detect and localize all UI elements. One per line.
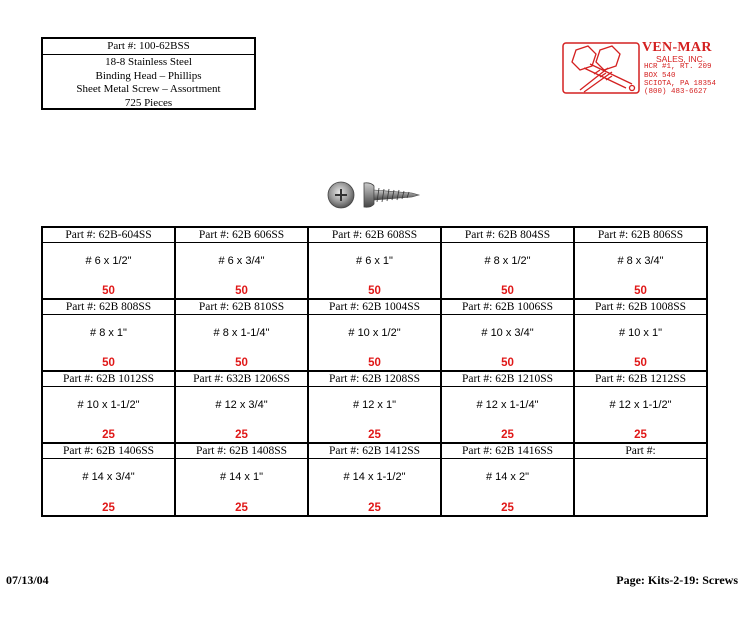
screw-size: # 12 x 1-1/4" <box>476 399 539 411</box>
quantity: 50 <box>501 357 514 369</box>
screw-size: # 12 x 3/4" <box>215 399 268 411</box>
quantity: 50 <box>235 285 248 297</box>
table-row <box>42 227 707 299</box>
part-number: Part #: 62B 1008SS <box>575 300 706 315</box>
part-number: Part #: 62B 810SS <box>176 300 307 315</box>
part-cell <box>574 227 707 299</box>
kit-description <box>43 55 254 110</box>
part-cell <box>308 371 441 443</box>
screw-size: # 14 x 1-1/2" <box>343 471 406 483</box>
part-number: Part #: 62B 804SS <box>442 228 573 243</box>
quantity: 50 <box>501 285 514 297</box>
part-cell-body <box>43 459 174 515</box>
part-cell <box>42 299 175 371</box>
part-cell-body <box>575 387 706 442</box>
table-row <box>42 299 707 371</box>
quantity: 25 <box>102 429 115 441</box>
part-cell-body <box>309 459 440 515</box>
part-cell-body <box>176 387 307 442</box>
part-cell-body <box>309 387 440 442</box>
quantity: 50 <box>235 357 248 369</box>
screw-size: # 6 x 3/4" <box>218 255 265 267</box>
part-cell-body <box>575 243 706 298</box>
part-cell-body <box>176 243 307 298</box>
company-address-line: HCR #1, RT. 209 <box>644 63 712 71</box>
screw-size: # 10 x 1/2" <box>348 327 401 339</box>
screw-size: # 8 x 1/2" <box>484 255 531 267</box>
part-cell-body <box>442 459 573 515</box>
part-cell <box>441 299 574 371</box>
screw-size: # 12 x 1" <box>352 399 397 411</box>
part-number: Part #: 62B-604SS <box>43 228 174 243</box>
part-number: Part #: 62B 1408SS <box>176 444 307 459</box>
part-number: Part #: 62B 1004SS <box>309 300 440 315</box>
part-cell-body <box>43 387 174 442</box>
kit-description-line: 725 Pieces <box>124 96 173 109</box>
quantity: 25 <box>501 429 514 441</box>
screw-size: # 10 x 1" <box>618 327 663 339</box>
part-number: Part #: 62B 808SS <box>43 300 174 315</box>
company-address-line: SCIOTA, PA 18354 <box>644 80 717 88</box>
part-cell-body <box>309 315 440 370</box>
part-number: Part #: 62B 606SS <box>176 228 307 243</box>
screw-size: # 12 x 1-1/2" <box>609 399 672 411</box>
part-cell-body <box>575 315 706 370</box>
part-number: Part #: 62B 1212SS <box>575 372 706 387</box>
part-cell-body <box>43 315 174 370</box>
screw-size: # 14 x 3/4" <box>82 471 135 483</box>
quantity: 50 <box>368 285 381 297</box>
screw-size: # 8 x 3/4" <box>617 255 664 267</box>
quantity: 50 <box>634 357 647 369</box>
screw-size: # 14 x 1" <box>219 471 264 483</box>
kit-description-line: 18-8 Stainless Steel <box>105 56 192 68</box>
company-name: VEN-MAR <box>642 40 712 55</box>
screw-icon <box>327 178 422 212</box>
table-row <box>42 371 707 443</box>
footer-page-label: Page: Kits-2-19: Screws <box>616 573 738 587</box>
part-number: Part #: 62B 608SS <box>309 228 440 243</box>
quantity: 25 <box>368 502 381 514</box>
screw-size: # 6 x 1" <box>356 255 393 267</box>
assortment-table-body <box>42 227 707 516</box>
part-cell-body <box>442 387 573 442</box>
part-cell <box>175 227 308 299</box>
screw-size: # 14 x 2" <box>485 471 530 483</box>
footer-date: 07/13/04 <box>6 573 49 587</box>
company-subname: SALES, INC. <box>656 54 706 64</box>
screw-size: # 10 x 1-1/2" <box>77 399 140 411</box>
table-row <box>42 443 707 516</box>
kit-part-number: Part #: 100-62BSS <box>43 39 254 55</box>
quantity: 50 <box>102 357 115 369</box>
part-number: Part #: 62B 1012SS <box>43 372 174 387</box>
quantity: 50 <box>634 285 647 297</box>
part-cell <box>441 443 574 516</box>
quantity: 25 <box>235 429 248 441</box>
part-cell <box>42 227 175 299</box>
part-cell <box>175 371 308 443</box>
part-cell <box>175 299 308 371</box>
part-number: Part #: 62B 1412SS <box>309 444 440 459</box>
part-number: Part #: 62B 1006SS <box>442 300 573 315</box>
part-cell-body <box>442 315 573 370</box>
part-number: Part #: <box>575 444 706 459</box>
kit-description-line: Sheet Metal Screw – Assortment <box>76 83 221 95</box>
part-cell-body <box>176 315 307 370</box>
bolt-logo-icon <box>560 40 642 96</box>
part-cell <box>42 443 175 516</box>
quantity: 25 <box>368 429 381 441</box>
part-cell <box>441 227 574 299</box>
part-cell <box>175 443 308 516</box>
part-cell-body <box>176 459 307 515</box>
screw-size: # 6 x 1/2" <box>85 255 132 267</box>
part-cell <box>42 371 175 443</box>
part-number: Part #: 62B 806SS <box>575 228 706 243</box>
part-number: Part #: 62B 1208SS <box>309 372 440 387</box>
part-cell <box>441 371 574 443</box>
quantity: 25 <box>634 429 647 441</box>
screw-size: # 10 x 3/4" <box>481 327 534 339</box>
part-number: Part #: 632B 1206SS <box>176 372 307 387</box>
part-cell-body <box>442 243 573 298</box>
screw-size: # 8 x 1" <box>90 327 127 339</box>
part-cell <box>574 443 707 516</box>
screw-photo <box>327 178 422 212</box>
quantity: 50 <box>102 285 115 297</box>
part-cell <box>574 371 707 443</box>
company-phone: (800) 483-6627 <box>644 88 708 96</box>
part-cell <box>308 299 441 371</box>
kit-description-line: Binding Head – Phillips <box>95 69 202 82</box>
screw-assortment-table <box>41 226 708 517</box>
quantity: 50 <box>368 357 381 369</box>
part-cell <box>308 227 441 299</box>
quantity: 25 <box>501 502 514 514</box>
screw-size: # 8 x 1-1/4" <box>213 327 270 339</box>
venmar-logo <box>560 40 740 100</box>
product-header-box <box>41 37 256 110</box>
part-number: Part #: 62B 1416SS <box>442 444 573 459</box>
part-cell-body <box>309 243 440 298</box>
part-number: Part #: 62B 1406SS <box>43 444 174 459</box>
quantity: 25 <box>102 502 115 514</box>
part-cell <box>574 299 707 371</box>
quantity: 25 <box>235 502 248 514</box>
part-cell <box>308 443 441 516</box>
company-address-line: BOX 540 <box>644 72 676 80</box>
part-number: Part #: 62B 1210SS <box>442 372 573 387</box>
part-cell-body <box>43 243 174 298</box>
part-cell-body <box>575 459 706 515</box>
